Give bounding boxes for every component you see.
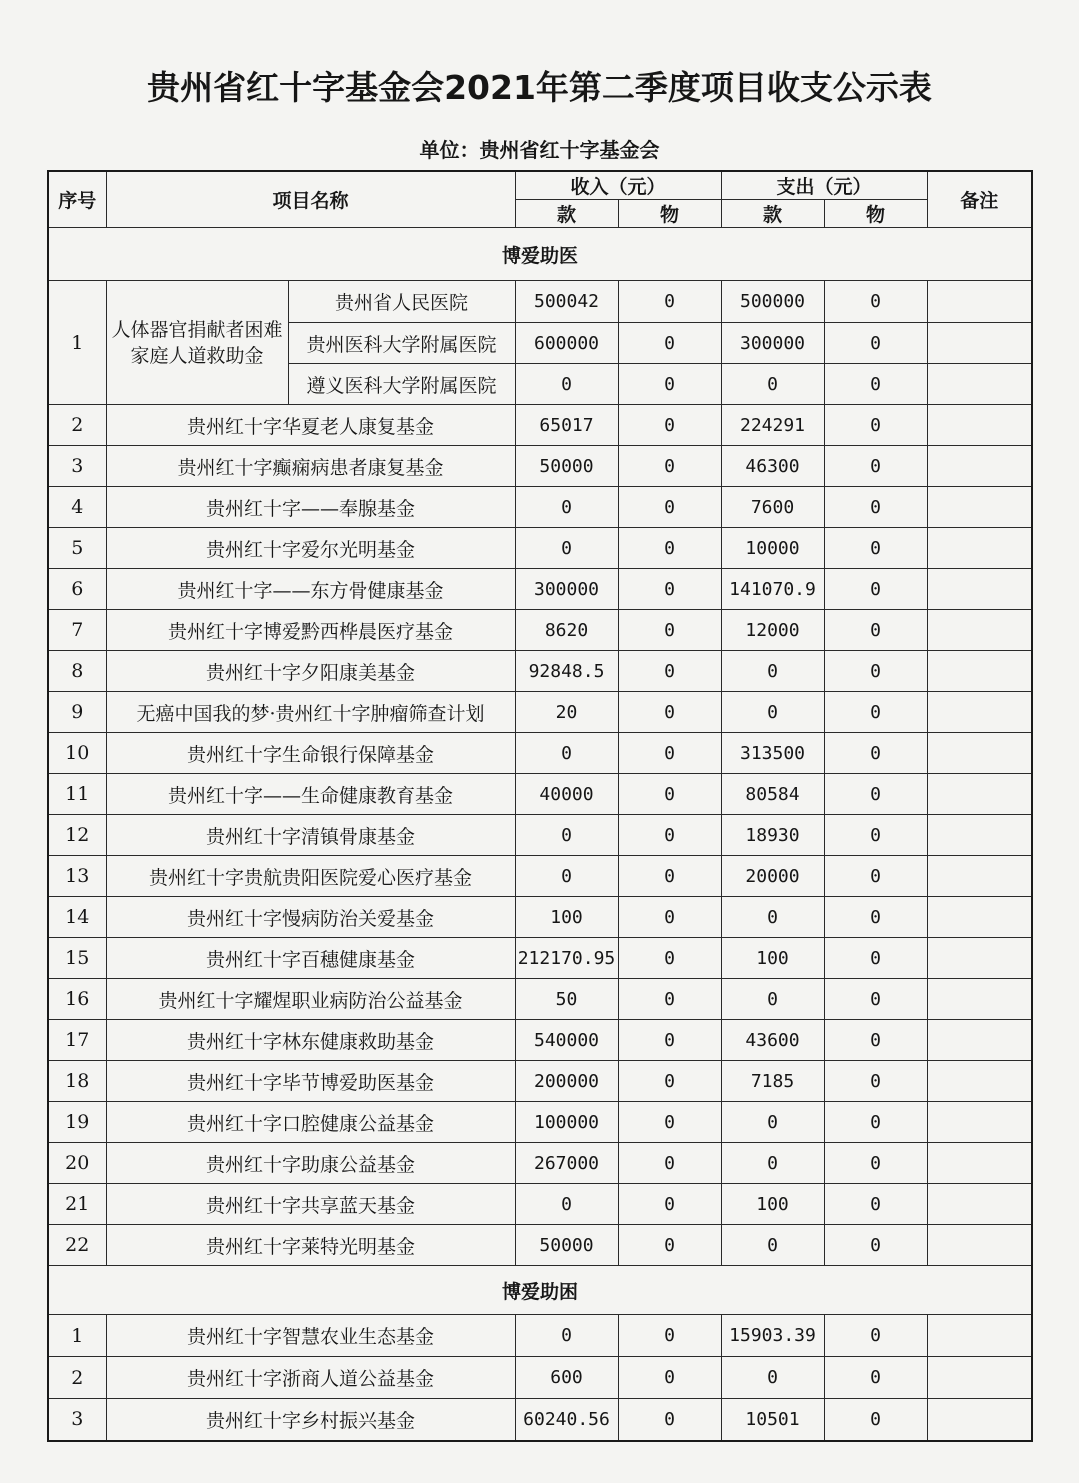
remark-cell [927,856,1032,897]
income-cash: 92848.5 [515,651,618,692]
income-goods: 0 [618,692,721,733]
row-name: 贵州红十字林东健康救助基金 [106,1020,515,1061]
table-row [48,569,1032,610]
row-seq: 2 [48,405,106,446]
row-seq: 14 [48,897,106,938]
income-goods: 0 [618,1315,721,1357]
finance-table [47,170,1033,1442]
expense-cash: 0 [721,692,824,733]
remark-cell [927,281,1032,323]
row-seq: 15 [48,938,106,979]
remark-cell [927,569,1032,610]
income-goods: 0 [618,1225,721,1266]
row-name: 贵州红十字华夏老人康复基金 [106,405,515,446]
remark-cell [927,323,1032,364]
row-seq: 18 [48,1061,106,1102]
table-row [48,733,1032,774]
expense-cash: 18930 [721,815,824,856]
row-name: 贵州红十字癫痫病患者康复基金 [106,446,515,487]
table-row [48,1225,1032,1266]
income-goods: 0 [618,446,721,487]
income-cash: 600000 [515,323,618,364]
row-seq: 8 [48,651,106,692]
income-cash: 212170.95 [515,938,618,979]
remark-cell [927,610,1032,651]
expense-goods: 0 [824,1315,927,1357]
expense-cash: 10000 [721,528,824,569]
row-name: 贵州红十字夕阳康美基金 [106,651,515,692]
expense-cash: 0 [721,1357,824,1399]
table-row [48,856,1032,897]
table-row [48,1020,1032,1061]
remark-cell [927,446,1032,487]
expense-cash: 0 [721,979,824,1020]
row-name: 无癌中国我的梦·贵州红十字肿瘤筛查计划 [106,692,515,733]
remark-cell [927,1143,1032,1184]
row-seq: 3 [48,446,106,487]
row-seq: 6 [48,569,106,610]
table-row [48,979,1032,1020]
income-goods: 0 [618,487,721,528]
income-cash: 500042 [515,281,618,323]
row-seq: 4 [48,487,106,528]
expense-cash: 0 [721,364,824,405]
expense-cash: 46300 [721,446,824,487]
income-cash: 0 [515,1315,618,1357]
expense-goods: 0 [824,979,927,1020]
remark-cell [927,651,1032,692]
row-name: 贵州红十字口腔健康公益基金 [106,1102,515,1143]
row-name: 贵州红十字耀煋职业病防治公益基金 [106,979,515,1020]
expense-cash: 12000 [721,610,824,651]
table-row [48,1184,1032,1225]
row-name: 贵州红十字——东方骨健康基金 [106,569,515,610]
remark-cell [927,815,1032,856]
income-goods: 0 [618,364,721,405]
row-seq: 3 [48,1399,106,1441]
income-goods: 0 [618,938,721,979]
row-seq: 5 [48,528,106,569]
row-name: 贵州红十字——奉腺基金 [106,487,515,528]
row-seq: 9 [48,692,106,733]
remark-cell [927,1061,1032,1102]
expense-goods: 0 [824,1102,927,1143]
row-seq: 17 [48,1020,106,1061]
remark-cell [927,1357,1032,1399]
table-row [48,938,1032,979]
income-goods: 0 [618,1102,721,1143]
unit-label: 单位：贵州省红十字基金会 [419,138,660,162]
expense-goods: 0 [824,1143,927,1184]
sub-name: 贵州医科大学附属医院 [288,323,515,364]
income-goods: 0 [618,405,721,446]
expense-goods: 0 [824,692,927,733]
expense-cash: 20000 [721,856,824,897]
income-goods: 0 [618,1143,721,1184]
expense-cash: 500000 [721,281,824,323]
remark-cell [927,487,1032,528]
expense-goods: 0 [824,405,927,446]
income-goods: 0 [618,1061,721,1102]
income-goods: 0 [618,323,721,364]
expense-goods: 0 [824,1061,927,1102]
income-cash: 50000 [515,446,618,487]
section-title: 博爱助困 [48,1266,1032,1315]
header-income-cash: 款 [515,200,618,228]
income-goods: 0 [618,733,721,774]
table-row [48,1102,1032,1143]
row-seq: 20 [48,1143,106,1184]
remark-cell [927,1225,1032,1266]
table-row [48,692,1032,733]
row-name: 贵州红十字生命银行保障基金 [106,733,515,774]
expense-cash: 0 [721,1143,824,1184]
remark-cell [927,1184,1032,1225]
remark-cell [927,733,1032,774]
expense-cash: 15903.39 [721,1315,824,1357]
expense-cash: 313500 [721,733,824,774]
income-cash: 0 [515,815,618,856]
expense-goods: 0 [824,446,927,487]
header-income: 收入（元） [515,171,721,200]
table-row [48,446,1032,487]
income-cash: 0 [515,733,618,774]
row-name: 贵州红十字乡村振兴基金 [106,1399,515,1441]
row-name: 贵州红十字爱尔光明基金 [106,528,515,569]
row-name: 贵州红十字助康公益基金 [106,1143,515,1184]
row-seq: 21 [48,1184,106,1225]
section-title: 博爱助医 [48,228,1032,281]
remark-cell [927,897,1032,938]
income-goods: 0 [618,569,721,610]
income-goods: 0 [618,1184,721,1225]
row-seq: 10 [48,733,106,774]
table-row [48,1357,1032,1399]
expense-goods: 0 [824,281,927,323]
income-cash: 540000 [515,1020,618,1061]
expense-cash: 141070.9 [721,569,824,610]
header-expense-goods: 物 [824,200,927,228]
header-remark: 备注 [927,171,1032,228]
row-name: 贵州红十字清镇骨康基金 [106,815,515,856]
expense-cash: 100 [721,1184,824,1225]
row-name: 贵州红十字共享蓝天基金 [106,1184,515,1225]
expense-cash: 43600 [721,1020,824,1061]
expense-goods: 0 [824,610,927,651]
table-row [48,1315,1032,1357]
income-cash: 8620 [515,610,618,651]
row-name: 贵州红十字贵航贵阳医院爱心医疗基金 [106,856,515,897]
table-row [48,610,1032,651]
row-name: 贵州红十字毕节博爱助医基金 [106,1061,515,1102]
income-cash: 200000 [515,1061,618,1102]
expense-goods: 0 [824,815,927,856]
income-goods: 0 [618,610,721,651]
header-income-goods: 物 [618,200,721,228]
page-title: 贵州省红十字基金会2021年第二季度项目收支公示表 [147,68,932,107]
expense-goods: 0 [824,651,927,692]
expense-goods: 0 [824,569,927,610]
expense-goods: 0 [824,364,927,405]
row-name: 贵州红十字慢病防治关爱基金 [106,897,515,938]
expense-cash: 80584 [721,774,824,815]
expense-cash: 100 [721,938,824,979]
income-cash: 0 [515,364,618,405]
expense-cash: 0 [721,1102,824,1143]
remark-cell [927,364,1032,405]
header-seq: 序号 [48,171,106,228]
remark-cell [927,774,1032,815]
expense-cash: 7600 [721,487,824,528]
income-cash: 100 [515,897,618,938]
expense-goods: 0 [824,897,927,938]
table-row [48,651,1032,692]
table-row [48,1061,1032,1102]
income-cash: 267000 [515,1143,618,1184]
row-name: 贵州红十字莱特光明基金 [106,1225,515,1266]
expense-goods: 0 [824,528,927,569]
expense-goods: 0 [824,938,927,979]
row-name: 贵州红十字博爱黔西桦晨医疗基金 [106,610,515,651]
income-cash: 0 [515,856,618,897]
remark-cell [927,979,1032,1020]
row-seq: 1 [48,281,106,405]
table-row [48,528,1032,569]
expense-cash: 300000 [721,323,824,364]
row-seq: 1 [48,1315,106,1357]
expense-goods: 0 [824,1357,927,1399]
row-seq: 2 [48,1357,106,1399]
income-goods: 0 [618,979,721,1020]
remark-cell [927,1020,1032,1061]
row-seq: 19 [48,1102,106,1143]
remark-cell [927,1102,1032,1143]
expense-goods: 0 [824,856,927,897]
header-name: 项目名称 [106,171,515,228]
row-seq: 11 [48,774,106,815]
expense-goods: 0 [824,1399,927,1441]
income-goods: 0 [618,856,721,897]
income-cash: 0 [515,487,618,528]
income-goods: 0 [618,1357,721,1399]
group-name: 人体器官捐献者困难家庭人道救助金 [106,281,288,405]
row-seq: 16 [48,979,106,1020]
expense-cash: 224291 [721,405,824,446]
table-row [48,405,1032,446]
remark-cell [927,405,1032,446]
table-row [48,774,1032,815]
remark-cell [927,938,1032,979]
table-row [48,897,1032,938]
header-expense: 支出（元） [721,171,927,200]
sub-name: 遵义医科大学附属医院 [288,364,515,405]
income-goods: 0 [618,815,721,856]
row-name: 贵州红十字浙商人道公益基金 [106,1357,515,1399]
income-goods: 0 [618,651,721,692]
income-cash: 300000 [515,569,618,610]
income-cash: 60240.56 [515,1399,618,1441]
expense-goods: 0 [824,1225,927,1266]
income-goods: 0 [618,528,721,569]
expense-goods: 0 [824,323,927,364]
table-row [48,487,1032,528]
expense-cash: 0 [721,651,824,692]
sub-name: 贵州省人民医院 [288,281,515,323]
expense-cash: 7185 [721,1061,824,1102]
expense-goods: 0 [824,733,927,774]
income-cash: 40000 [515,774,618,815]
income-goods: 0 [618,281,721,323]
income-cash: 0 [515,1184,618,1225]
remark-cell [927,1315,1032,1357]
income-cash: 50 [515,979,618,1020]
remark-cell [927,528,1032,569]
income-goods: 0 [618,1020,721,1061]
income-cash: 0 [515,528,618,569]
expense-goods: 0 [824,1184,927,1225]
income-cash: 65017 [515,405,618,446]
expense-goods: 0 [824,487,927,528]
table-row [48,815,1032,856]
row-seq: 13 [48,856,106,897]
income-cash: 100000 [515,1102,618,1143]
expense-cash: 0 [721,897,824,938]
expense-cash: 0 [721,1225,824,1266]
income-cash: 20 [515,692,618,733]
row-seq: 7 [48,610,106,651]
expense-cash: 10501 [721,1399,824,1441]
expense-goods: 0 [824,774,927,815]
table-row [48,1143,1032,1184]
row-seq: 22 [48,1225,106,1266]
row-seq: 12 [48,815,106,856]
income-cash: 50000 [515,1225,618,1266]
table-row [48,1399,1032,1441]
income-cash: 600 [515,1357,618,1399]
expense-goods: 0 [824,1020,927,1061]
row-name: 贵州红十字百穗健康基金 [106,938,515,979]
remark-cell [927,692,1032,733]
header-expense-cash: 款 [721,200,824,228]
income-goods: 0 [618,774,721,815]
row-name: 贵州红十字智慧农业生态基金 [106,1315,515,1357]
income-goods: 0 [618,897,721,938]
income-goods: 0 [618,1399,721,1441]
row-name: 贵州红十字——生命健康教育基金 [106,774,515,815]
remark-cell [927,1399,1032,1441]
